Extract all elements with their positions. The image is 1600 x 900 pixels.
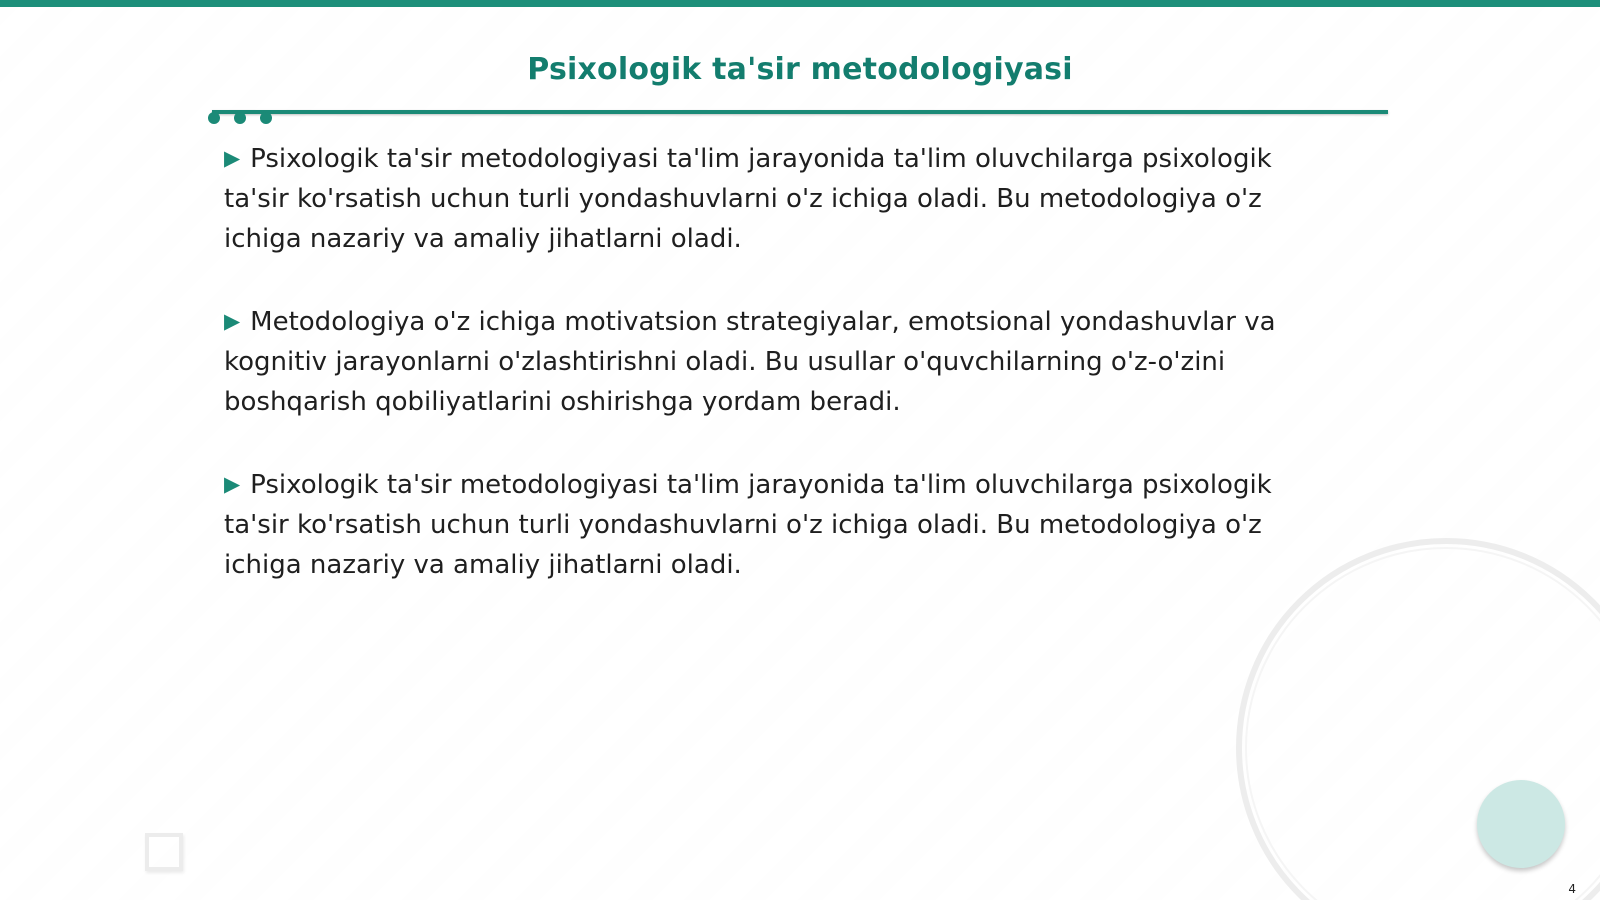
- top-accent-bar: [0, 0, 1600, 7]
- bullet-text: Psixologik ta'sir metodologiyasi ta'lim jarayonida ta'lim oluvchilarga psixologik ta'sir ko'rsatish uchun turli yondashuvlarni o'z ichiga oladi. Bu metodologiya o'z ichiga nazariy va amaliy jihatlarni oladi.: [224, 470, 1272, 580]
- bullet-list: [224, 138, 1334, 627]
- page-number: 4: [1568, 882, 1576, 896]
- bullet-item: [224, 464, 1334, 585]
- decorative-square: [145, 833, 183, 871]
- underline-dot: [260, 112, 272, 124]
- title-underline: [212, 110, 1388, 114]
- decorative-circle: [1477, 780, 1565, 868]
- bullet-text: Psixologik ta'sir metodologiyasi ta'lim jarayonida ta'lim oluvchilarga psixologik ta'sir ko'rsatish uchun turli yondashuvlarni o'z ichiga oladi. Bu metodologiya o'z ichiga nazariy va amaliy jihatlarni oladi.: [224, 144, 1272, 254]
- bullet-text: Metodologiya o'z ichiga motivatsion strategiyalar, emotsional yondashuvlar va kognitiv jarayonlarni o'zlashtirishni oladi. Bu usullar o'quvchilarning o'z-o'zini boshqarish qobiliyatlarini oshirishga yordam beradi.: [224, 307, 1276, 417]
- play-triangle-icon: ▶: [224, 146, 241, 170]
- play-triangle-icon: ▶: [224, 472, 241, 496]
- slide-title: Psixologik ta'sir metodologiyasi: [527, 52, 1073, 87]
- bullet-item: [224, 138, 1334, 259]
- underline-dot: [234, 112, 246, 124]
- bullet-item: [224, 301, 1334, 422]
- play-triangle-icon: ▶: [224, 309, 241, 333]
- underline-dot: [208, 112, 220, 124]
